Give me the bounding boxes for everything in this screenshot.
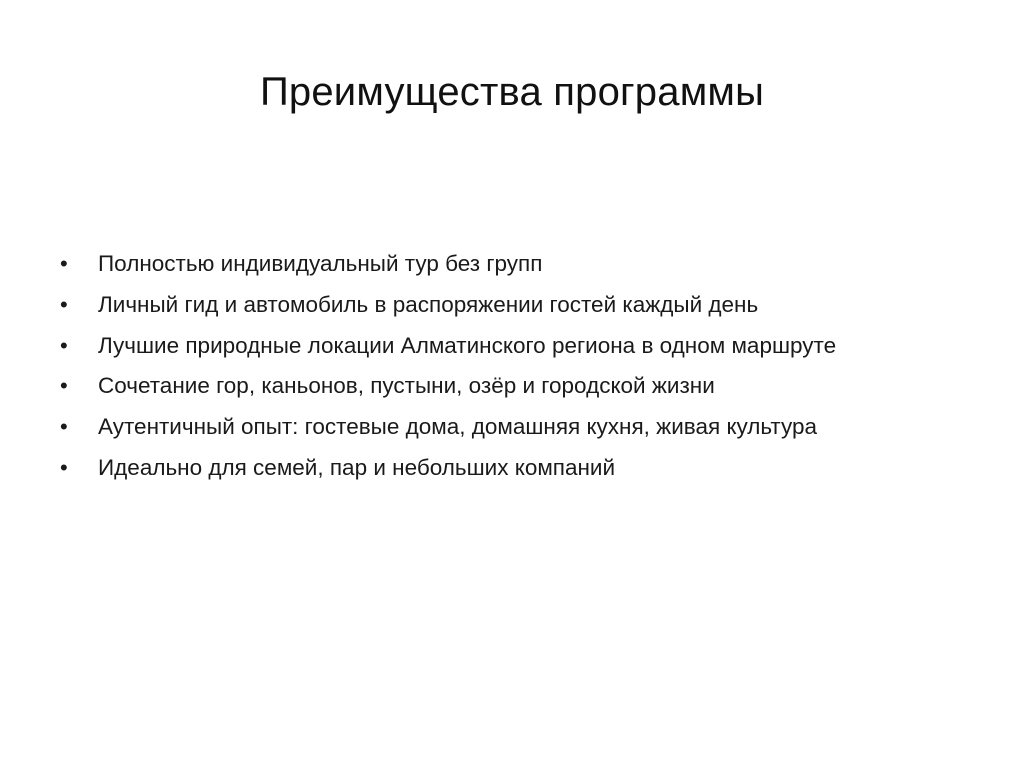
bullet-text: Сочетание гор, каньонов, пустыни, озёр и городской жизни — [98, 373, 715, 399]
bullet-item — [60, 366, 980, 407]
bullet-list — [60, 244, 980, 489]
slide-title: Преимущества программы — [259, 70, 765, 114]
bullet-text: Полностью индивидуальный тур без групп — [98, 251, 543, 276]
bullet-text: Аутентичный опыт: гостевые дома, домашняя кухня, живая культура — [98, 414, 817, 440]
bullet-icon: • — [60, 373, 68, 399]
bullet-text: Идеально для семей, пар и небольших компаний — [98, 454, 616, 480]
bullet-item — [60, 448, 980, 489]
bullet-text: Личный гид и автомобиль в распоряжении гостей каждый день — [98, 291, 759, 317]
bullet-item — [60, 285, 980, 326]
bullet-icon: • — [60, 291, 68, 317]
bullet-item — [60, 244, 980, 285]
bullet-item — [60, 326, 980, 367]
bullet-icon: • — [60, 414, 68, 440]
bullet-icon: • — [60, 251, 68, 276]
bullet-item — [60, 407, 980, 448]
bullet-text: Лучшие природные локации Алматинского региона в одном маршруте — [98, 332, 837, 358]
bullet-icon: • — [60, 454, 68, 480]
bullet-icon: • — [60, 332, 68, 358]
